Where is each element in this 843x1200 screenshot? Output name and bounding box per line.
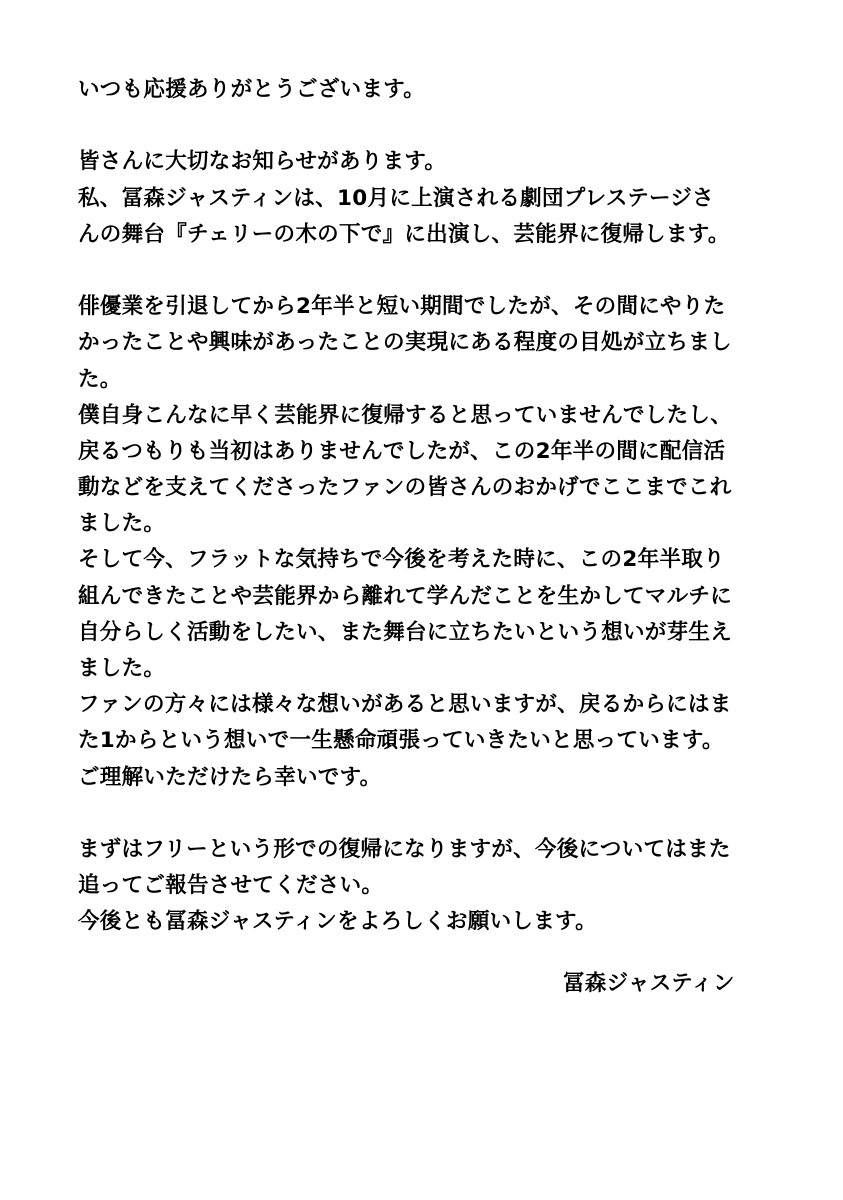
body-line: そして今、フラットな気持ちで今後を考えた時に、この2年半取り (78, 547, 725, 573)
greeting-line: いつも応援ありがとうございます。 (78, 77, 426, 102)
body-line: ました。 (78, 656, 166, 681)
announcement-line: 皆さんに大切なお知らせがあります。 (78, 149, 447, 175)
body-line: かったことや興味があったことの実現にある程度の目処が立ちまし (78, 330, 732, 356)
paragraph-gap (78, 253, 778, 289)
body-line: た。 (78, 366, 122, 392)
body-line: 戻るつもりも当初はありませんでしたが、この2年半の間に配信活 (78, 438, 726, 464)
body-line: た1からという想いで一生懸命頑張っていきたいと思っています。 (78, 728, 724, 754)
body-line: ご理解いただけたら幸いです。 (78, 764, 382, 790)
body-line: 自分らしく活動をしたい、また舞台に立ちたいという想いが芽生え (78, 619, 733, 645)
signature: 冨森ジャスティン (563, 971, 735, 996)
paragraph-gap (78, 796, 778, 832)
closing-line: 今後とも冨森ジャスティンをよろしくお願いします。 (78, 909, 597, 935)
letter-body (78, 72, 778, 941)
body-line: 動などを支えてくださったファンの皆さんのおかげでここまでこれ (78, 475, 732, 501)
announcement-line: 私、冨森ジャスティンは、10月に上演される劇団プレステージさ (78, 185, 714, 211)
announcement-line: んの舞台『チェリーの木の下で』に出演し、芸能界に復帰します。 (78, 221, 730, 247)
paragraph-gap (78, 108, 778, 144)
body-line: 僕自身こんなに早く芸能界に復帰すると思っていませんでしたし、 (78, 402, 733, 428)
body-line: 組んできたことや芸能界から離れて学んだことを生かしてマルチに (78, 583, 733, 609)
body-line: 俳優業を引退してから2年半と短い期間でしたが、その間にやりた (78, 294, 726, 320)
body-line: ファンの方々には様々な想いがあると思いますが、戻るからにはま (78, 692, 732, 718)
closing-line: 追ってご報告させてください。 (78, 873, 384, 899)
closing-line: まずはフリーという形での復帰になりますが、今後についてはまた (78, 836, 731, 862)
body-line: ました。 (78, 511, 166, 537)
